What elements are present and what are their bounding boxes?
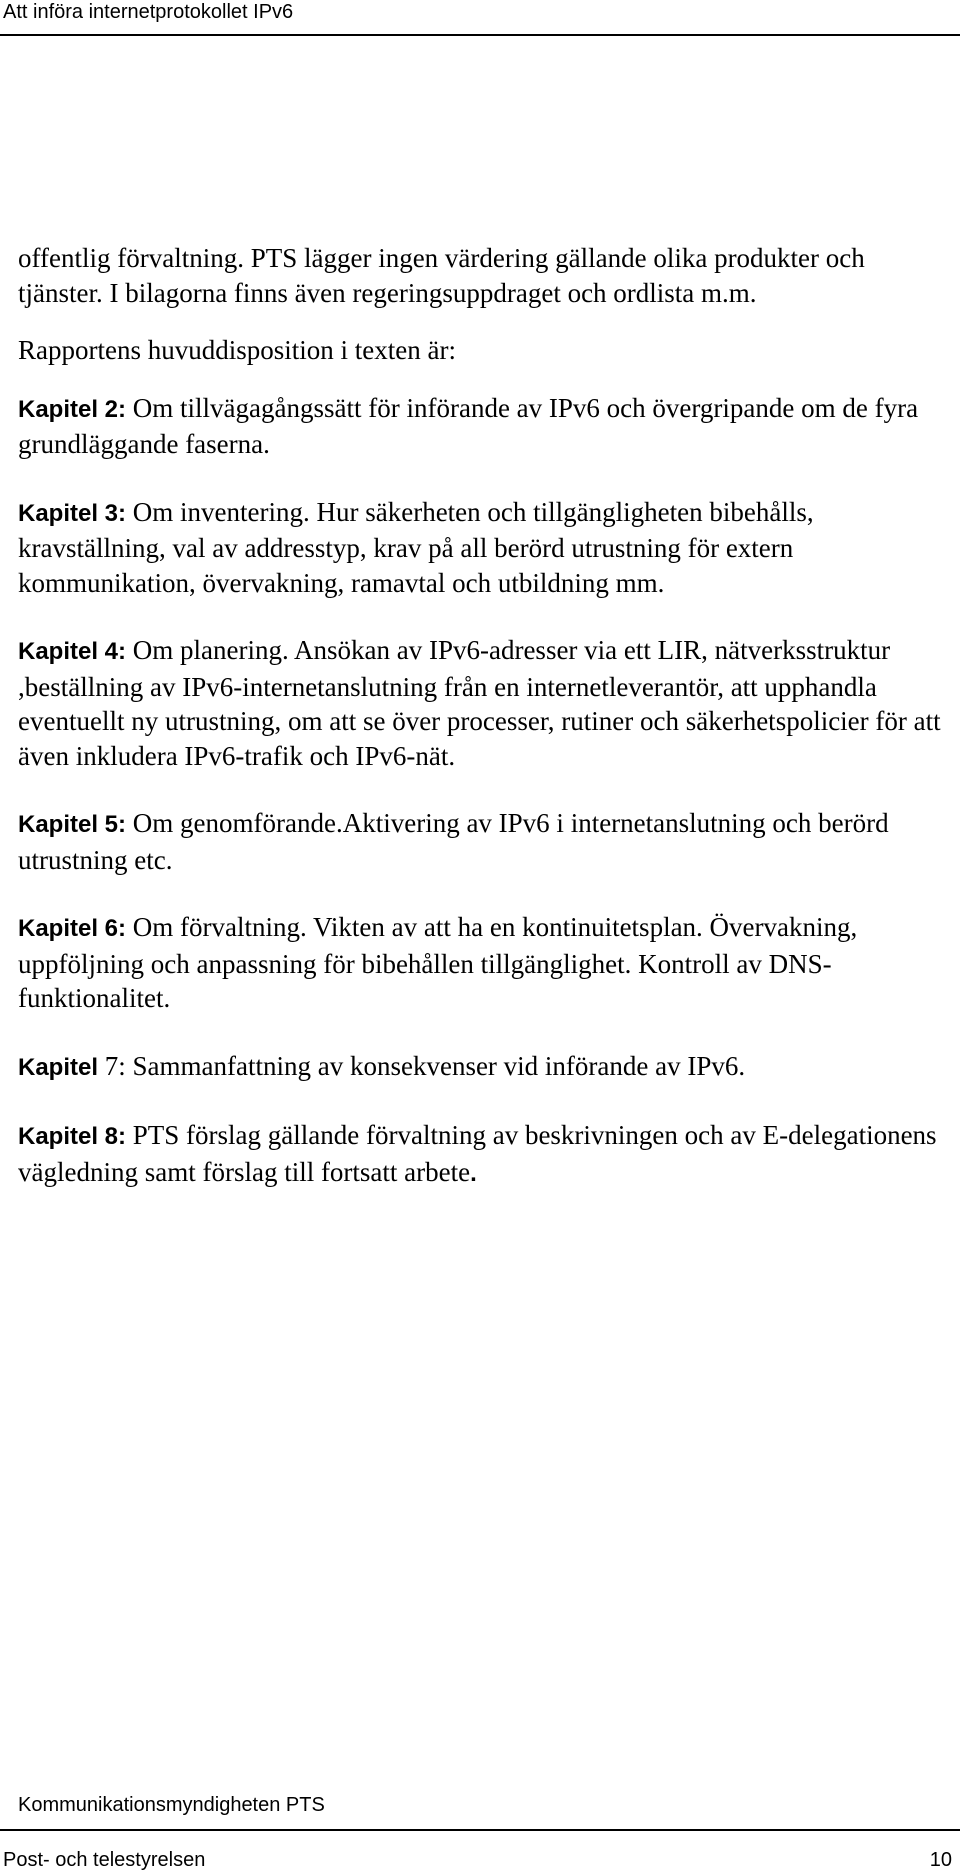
footer-agency: Post- och telestyrelsen [3,1849,206,1871]
disposition-intro: Rapportens huvuddisposition i texten är: [18,335,456,365]
intro-paragraph: offentlig förvaltning. PTS lägger ingen värdering gällande olika produkter och tjänster. I bilagorna finns även regeringsuppdraget och ordlista m.m. [18,243,865,308]
page-number: 10 [929,1849,952,1871]
chapter-3-label: Kapitel 3: [18,499,127,527]
footer-divider [0,1829,960,1831]
chapter-3-paragraph [18,495,948,601]
chapter-2-paragraph [18,391,948,462]
chapter-6-label: Kapitel 6: [18,915,127,942]
chapter-5-paragraph [18,806,948,877]
chapter-2-text: Om tillvägagångssätt för införande av IPv6 och övergripande om de fyra grundläggande faserna. [18,392,919,459]
chapter-6-paragraph [18,910,948,1016]
chapter-6-text: Om förvaltning. Vikten av att ha en kontinuitetsplan. Övervakning, uppföljning och anpassning för bibehållen tillgänglighet. Kontroll av DNS-funktionalitet. [18,912,858,1013]
chapter-4-paragraph [18,633,948,773]
header-divider [0,34,960,36]
chapter-4-text: Om planering. Ansökan av IPv6-adresser via ett LIR, nätverksstruktur ,beställning av IPv6-internetanslutning från en internetleverantör, att upphandla eventuellt ny utrustning, om att se över processer, rutiner och säkerhetspolicier för att även inkludera IPv6-trafik och IPv6-nät. [18,635,941,771]
running-header: Att införa internetprotokollet IPv6 [3,1,294,23]
chapter-2-label: Kapitel 2: [18,395,127,423]
chapter-5-label: Kapitel 5: [18,811,127,838]
chapter-8-trailing: . [470,1159,477,1187]
chapter-8-text: PTS förslag gällande förvaltning av beskrivningen och av E-delegationens vägledning samt förslag till fortsatt arbete [18,1120,937,1187]
chapter-3-text: Om inventering. Hur säkerheten och tillgängligheten bibehålls, kravställning, val av addresstyp, krav på all berörd utrustning för extern kommunikation, övervakning, ramavtal och utbildning mm. [18,496,814,598]
chapter-8-label: Kapitel 8: [18,1123,127,1150]
chapter-8-paragraph [18,1118,948,1191]
chapter-7-text: 7: Sammanfattning av konsekvenser vid införande av IPv6. [98,1050,746,1081]
chapter-7-paragraph [18,1049,948,1086]
chapter-4-label: Kapitel 4: [18,638,127,665]
chapter-7-label: Kapitel [18,1053,99,1081]
footer-organization: Kommunikationsmyndigheten PTS [18,1794,325,1816]
chapter-5-text: Om genomförande.Aktivering av IPv6 i internetanslutning och berörd utrustning etc. [18,808,889,875]
document-body [18,241,948,1224]
